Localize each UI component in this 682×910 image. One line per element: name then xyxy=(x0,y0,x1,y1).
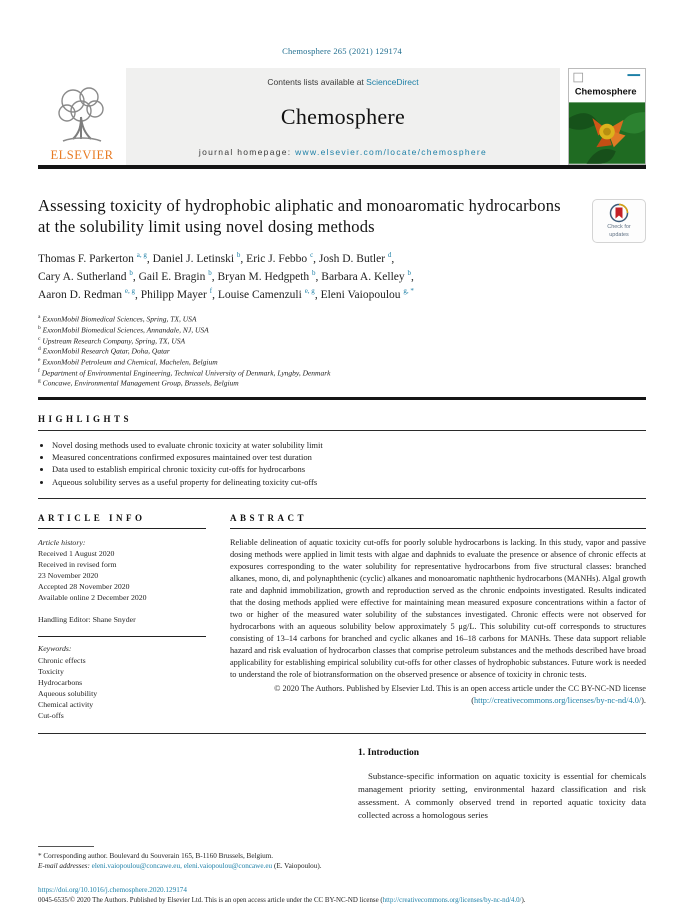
email-label: E-mail addresses: xyxy=(38,862,90,871)
sciencedirect-link[interactable]: ScienceDirect xyxy=(366,77,419,87)
author: Cary A. Sutherland $^b$ xyxy=(38,269,133,284)
journal-citation: Chemosphere 265 (2021) 129174 xyxy=(282,46,402,56)
author: Louise Camenzuli $^{e, g}$ xyxy=(217,287,315,302)
author: Eric J. Febbo $^c$ xyxy=(246,251,314,266)
keyword: Chemical activity xyxy=(38,699,94,709)
journal-masthead xyxy=(126,68,560,165)
elsevier-logo xyxy=(38,68,126,165)
author-list: Thomas F. Parkerton $^{a, g}$, Daniel J. Letinski $^b$, Eric J. Febbo $^c$, Josh D. Butler $^d$, Cary A. Sutherland $^b$, Gail E. Bragin $^b$, Bryan M. Hedgpeth $^b$, Barbara A. Kelley $^b$, Aaron D. Redman $^{e, g}$, Philipp Mayer $^f$, Louise Camenzuli $^{e, g}$, Eleni Vaiopoulou $^{g, *}$ xyxy=(38,251,414,302)
check-for-updates-badge[interactable] xyxy=(592,199,646,243)
abstract-rule xyxy=(230,528,646,529)
issn-copyright-line xyxy=(38,897,646,904)
history-line: 23 November 2020 xyxy=(38,571,99,581)
abstract-copyright xyxy=(230,683,646,707)
footnote-rule xyxy=(38,846,94,847)
keywords-label: Keywords: xyxy=(38,644,72,654)
contents-prefix: Contents lists available at xyxy=(267,77,367,87)
check-for-updates-icon xyxy=(609,203,629,223)
introduction-text: Substance-specific information on aquatic toxicity is essential for chemicals management priority setting, environmental hazard classification and risk assessment. A commonly observed trend in reported aquatic toxicity data collected across a homologous series xyxy=(358,770,646,821)
keywords-block xyxy=(38,643,206,720)
contents-line xyxy=(132,77,554,87)
check-for-updates-label: Check for updates xyxy=(607,224,631,238)
cc-license-link[interactable]: http://creativecommons.org/licenses/by-nc-nd/4.0/ xyxy=(474,696,642,706)
highlight-item: • Aqueous solubility serves as a useful property for delineating toxicity cut-offs xyxy=(52,476,646,488)
article-history xyxy=(38,537,206,603)
keyword: Toxicity xyxy=(38,666,64,676)
affiliation: $^c$ Upstream Research Company, Spring, TX, USA xyxy=(38,335,186,346)
email-suffix: (E. Vaiopoulou). xyxy=(273,862,322,871)
highlight-item: • Measured concentrations confirmed exposures maintained over test duration xyxy=(52,451,646,463)
email-link[interactable]: eleni.vaiopoulou@concawe.eu, xyxy=(91,862,182,871)
article-title: Assessing toxicity of hydrophobic aliphatic and monoaromatic hydrocarbons at the solubility limit using novel dosing methods xyxy=(38,196,561,237)
author: Philipp Mayer $^f$ xyxy=(140,287,213,302)
author: Josh D. Butler $^d$ xyxy=(318,251,392,266)
keyword: Cut-offs xyxy=(38,710,64,720)
author: Daniel J. Letinski $^b$ xyxy=(152,251,241,266)
introduction-heading: 1. Introduction xyxy=(358,747,420,758)
info-abstract-top-rule xyxy=(38,498,646,499)
corresponding-author-line: * Corresponding author. Boulevard du Souverain 165, B-1160 Brussels, Belgium. xyxy=(38,852,274,861)
highlights-list xyxy=(52,439,646,488)
highlights-rule xyxy=(38,430,646,431)
history-line: Available online 2 December 2020 xyxy=(38,593,147,603)
footer-cc-license-link[interactable]: http://creativecommons.org/licenses/by-nc-nd/4.0/ xyxy=(382,896,522,904)
abstract-bottom-rule xyxy=(38,733,646,734)
keyword: Hydrocarbons xyxy=(38,677,83,687)
section-divider xyxy=(38,397,646,400)
introduction-column xyxy=(358,744,646,872)
journal-cover-thumbnail xyxy=(568,68,646,165)
highlights-section xyxy=(38,414,646,488)
journal-banner xyxy=(38,68,646,165)
banner-divider xyxy=(38,165,646,169)
cover-column xyxy=(560,68,646,165)
highlight-item: • Data used to establish empirical chronic toxicity cut-offs for hydrocarbons xyxy=(52,463,646,475)
article-info-heading: ARTICLE INFO xyxy=(38,513,146,524)
author: Eleni Vaiopoulou $^{g, *}$ xyxy=(320,287,414,302)
email-link[interactable]: eleni.vaiopoulou@concawe.eu xyxy=(183,862,273,871)
affiliation: $^f$ Department of Environmental Engineering, Technical University of Denmark, Lyngby, Denmark xyxy=(38,367,331,378)
doi-link[interactable]: https://doi.org/10.1016/j.chemosphere.2020.129174 xyxy=(38,885,187,894)
handling-editor: Handling Editor: Shane Snyder xyxy=(38,615,136,625)
homepage-prefix: journal homepage: xyxy=(198,147,296,157)
elsevier-tree-icon xyxy=(51,83,113,147)
article-info-column xyxy=(38,513,206,721)
footnote-column xyxy=(38,744,334,872)
author: Gail E. Bragin $^b$ xyxy=(138,269,212,284)
highlight-item: • Novel dosing methods used to evaluate chronic toxicity at water solubility limit xyxy=(52,439,646,451)
corresponding-author-footnote xyxy=(38,851,334,872)
abstract-text: Reliable delineation of aquatic toxicity cut-offs for poorly soluble hydrocarbons is lacking. In this study, vapor and passive dosing methods were applied in limit tests with algae and daphnids to evaluate the presence or absence of chronic effects at exposures corresponding to the water solubility for representative hydrocarbons from five structural classes: branched alkanes, mono, di, and polynaphthenic (cyclic) alkanes and monoaromatic naphthenic hydrocarbons (MANHs). Algal growth rate and daphnid immobilization, growth and reproduction served as the chronic endpoints investigated. Results indicated that the dosing methods applied were effective for maintaining mean measured exposure concentrations within a factor of two or higher of the measured water solubility of the substances investigated. Chronic effects were not observed for hydrocarbons with an aqueous solubility below approximately 5 μg/L. This solubility cut-off corresponds to structures consisting of 13–14 carbons for branched and cyclic alkanes and 16–18 carbons for MANHs. These data support reliable hazard and risk evaluation of hydrocarbon classes that comprise petroleum substances and the methods described have broad applicability for establishing empirical solubility cut-offs for other classes of hydrophobic substances. Future work is needed to understand the role of biotransformation on the observed presence or absence of toxicity in chronic tests. xyxy=(230,538,646,680)
affiliation: $^a$ ExxonMobil Biomedical Sciences, Spring, TX, USA xyxy=(38,314,197,324)
affiliation: $^b$ ExxonMobil Biomedical Sciences, Annandale, NJ, USA xyxy=(38,325,209,335)
author: Thomas F. Parkerton $^{a, g}$ xyxy=(38,251,147,266)
history-line: Received in revised form xyxy=(38,560,117,570)
issn-suffix: ). xyxy=(521,896,526,904)
abstract-heading: ABSTRACT xyxy=(230,513,308,524)
highlights-heading: HIGHLIGHTS xyxy=(38,413,133,424)
doi-line xyxy=(38,886,646,894)
article-history-label: Article history: xyxy=(38,538,86,548)
journal-homepage-link[interactable]: www.elsevier.com/locate/chemosphere xyxy=(295,147,488,157)
affiliation: $^e$ ExxonMobil Petroleum and Chemical, Machelen, Belgium xyxy=(38,356,218,367)
copyright-suffix: ). xyxy=(641,696,646,706)
homepage-line xyxy=(132,147,554,157)
cover-title: Chemosphere xyxy=(574,86,637,97)
copyright-text: © 2020 The Authors. Published by Elsevier Ltd. This is an open access article under the CC BY-NC-ND license ( xyxy=(274,684,646,706)
affiliation: $^g$ Concawe, Environmental Management Group, Brussels, Belgium xyxy=(38,378,239,388)
author: Barbara A. Kelley $^b$ xyxy=(321,269,411,284)
affiliation: $^d$ ExxonMobil Research Qatar, Doha, Qatar xyxy=(38,346,170,356)
author: Aaron D. Redman $^{e, g}$ xyxy=(38,287,135,302)
affiliation-list xyxy=(38,314,646,388)
abstract-column xyxy=(230,513,646,721)
issn-text: 0045-6535/© 2020 The Authors. Published by Elsevier Ltd. This is an open access article under the CC BY-NC-ND license ( xyxy=(38,896,383,904)
keywords-rule xyxy=(38,636,206,637)
journal-title: Chemosphere xyxy=(280,104,406,129)
history-line: Accepted 28 November 2020 xyxy=(38,582,130,592)
author: Bryan M. Hedgpeth $^b$ xyxy=(217,269,316,284)
keyword: Aqueous solubility xyxy=(38,688,98,698)
article-info-rule xyxy=(38,528,206,529)
elsevier-wordmark: ELSEVIER xyxy=(50,148,114,162)
history-line: Received 1 August 2020 xyxy=(38,549,115,559)
keyword: Chronic effects xyxy=(38,655,86,665)
